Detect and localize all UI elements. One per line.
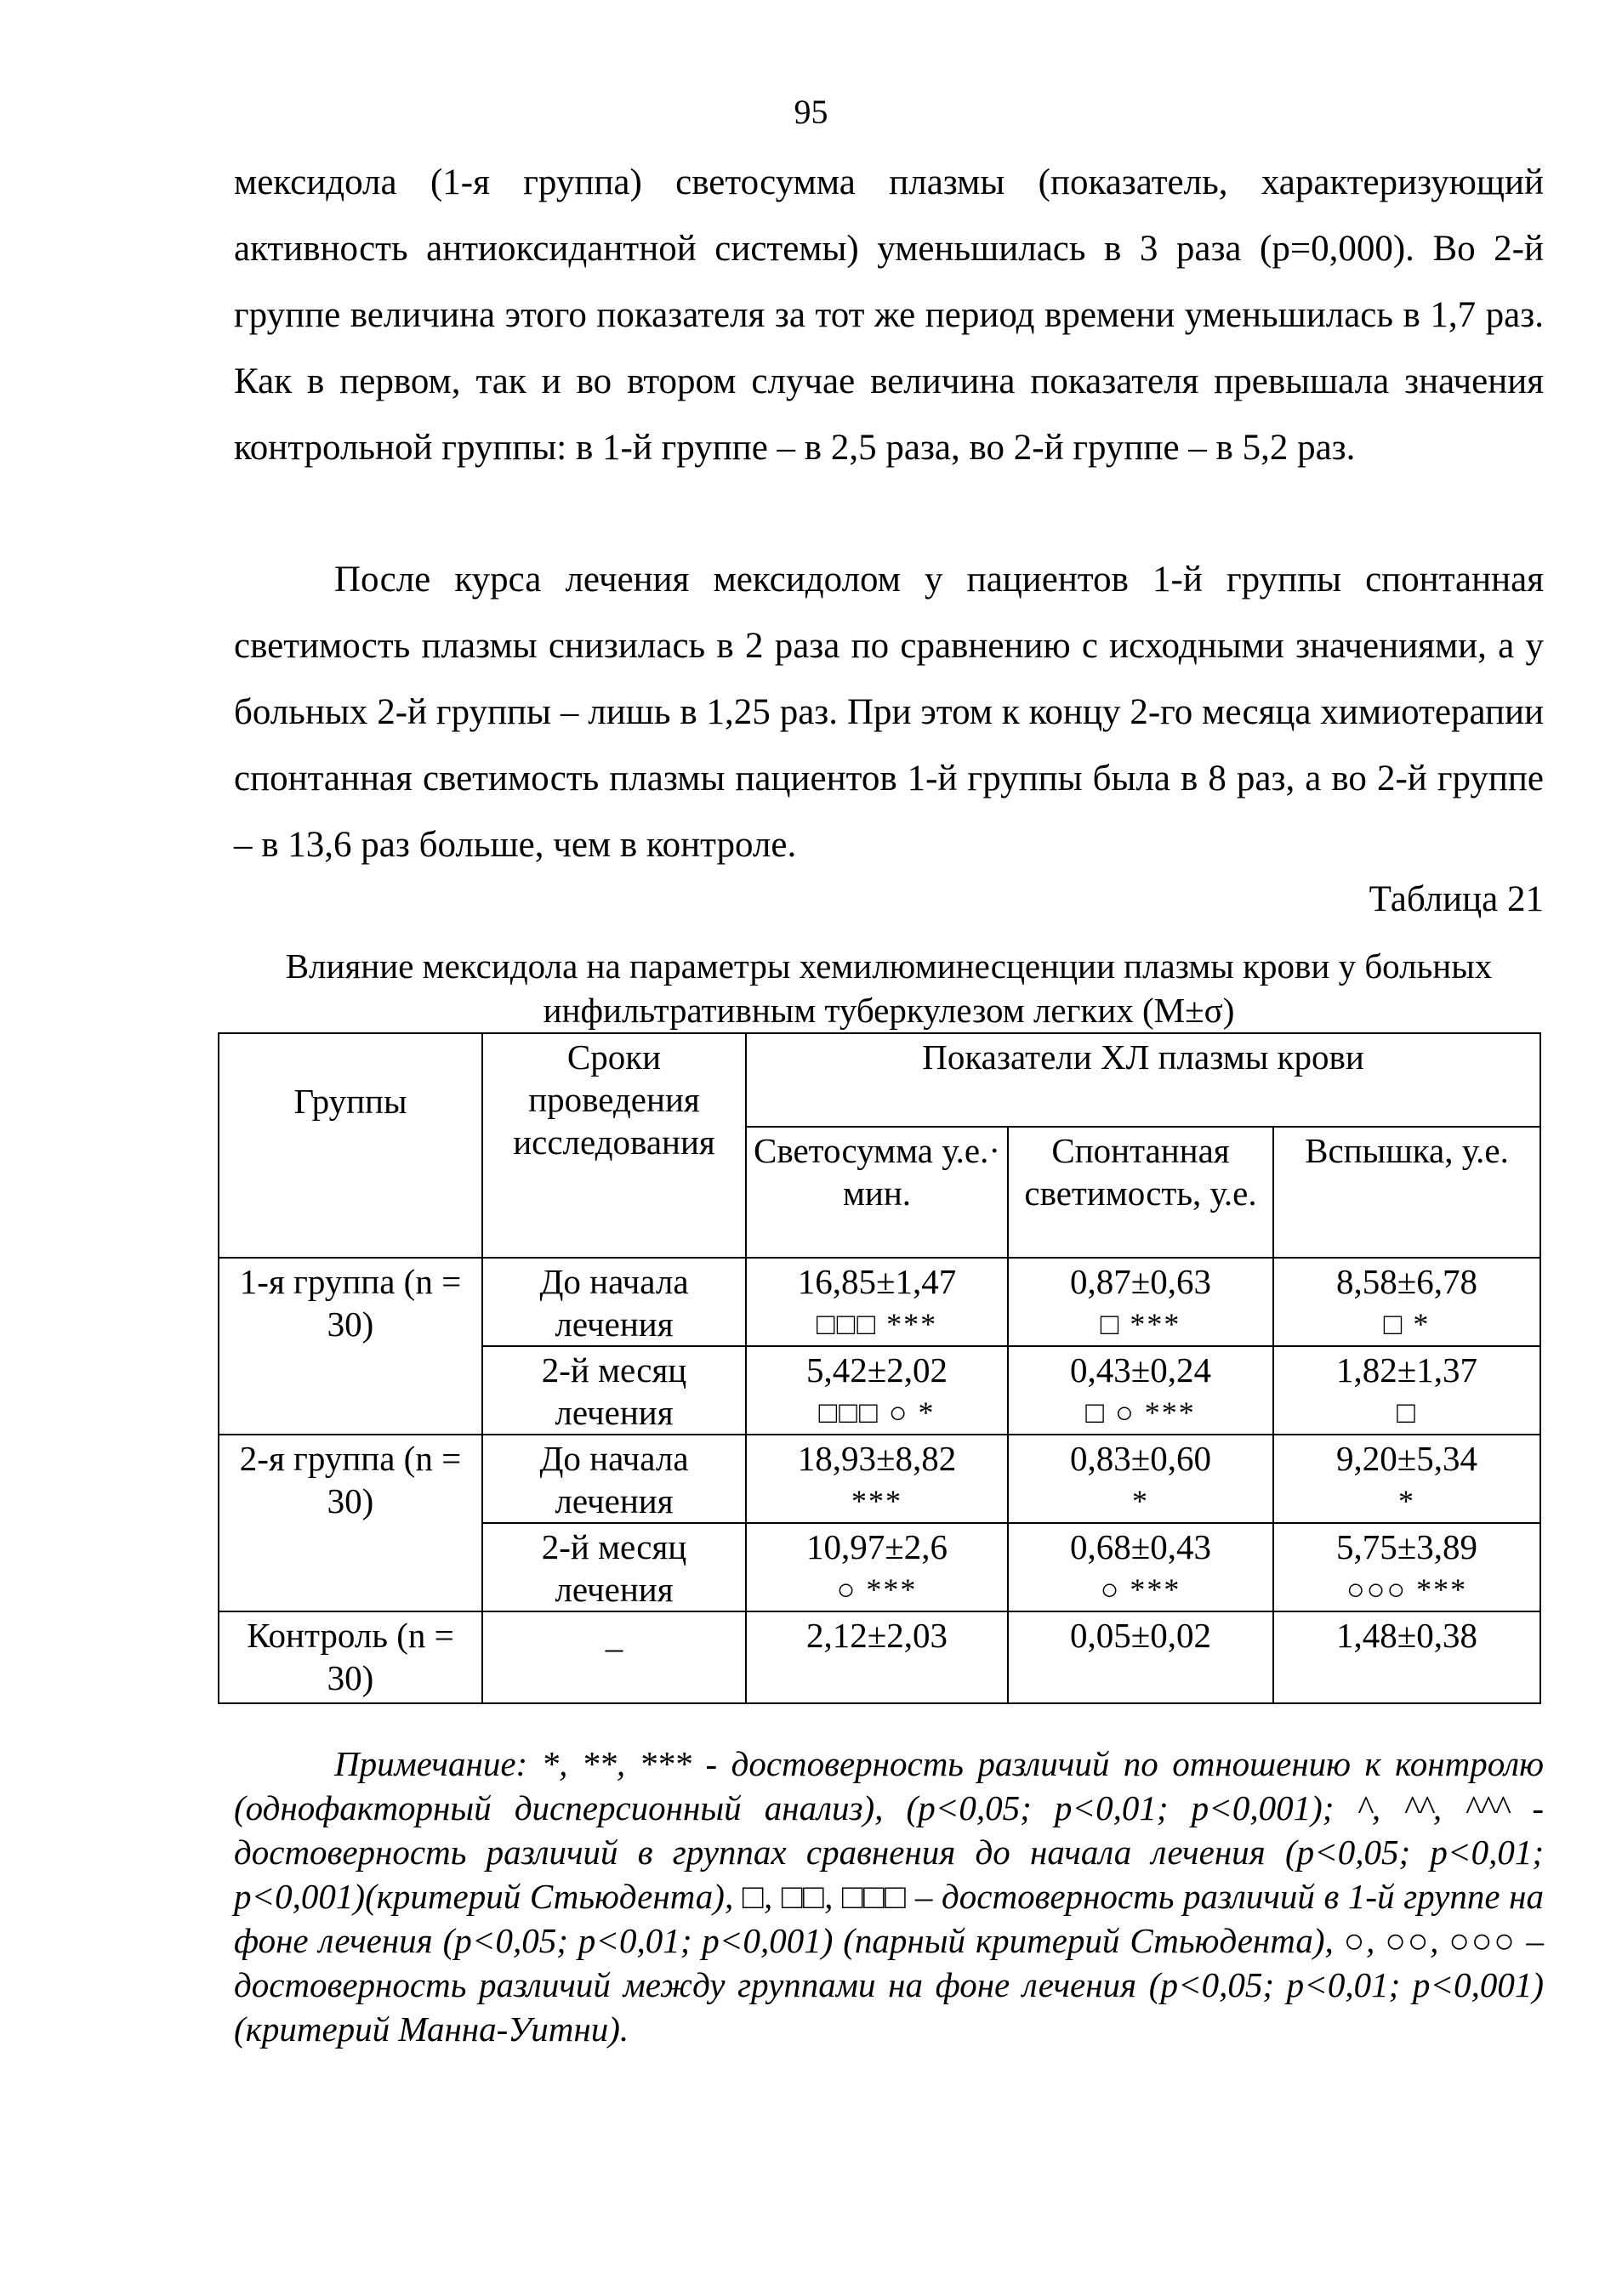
table-title: Влияние мексидола на параметры хемилюминесценции плазмы крови у больных инфильтративным туберкулезом легких (M±σ) xyxy=(285,946,1493,1030)
significance-marks: □□□ ○ * xyxy=(818,1395,936,1429)
flash-cell: 9,20±5,34 * xyxy=(1273,1435,1540,1523)
table-row xyxy=(219,1611,1540,1703)
light-sum-cell: 16,85±1,47 □□□ *** xyxy=(746,1258,1008,1346)
paragraph-2: После курса лечения мексидолом у пациентов 1-й группы спонтанная светимость плазмы снизилась в 2 раза по сравнению с исходными значениями, а у больных 2-й группы – лишь в 1,25 раз. При этом к концу 2-го месяца химиотерапии спонтанная светимость плазмы пациентов 1-й группы была в 8 раз, а во 2-й группе – в 13,6 раз больше, чем в контроле. xyxy=(234,560,1544,865)
group-1-label: 1-я группа (n = 30) xyxy=(219,1258,482,1435)
header-light-sum: Светосумма у.е.· мин. xyxy=(746,1127,1008,1258)
table-note: Примечание: *, **, *** - достоверность различий по отношению к контролю (однофакторный дисперсионный анализ), (p<0,05; p<0,01; p<0,001); ^, ^^, ^^^ - достоверность различий в группах сравнения до начала лечения (p<0,05; p<0,01; p<0,001)(критерий Стьюдента), □, □□, □□□ – достоверность различий в 1-й группе на фоне лечения (p<0,05; p<0,01; p<0,001) (парный критерий Стьюдента), ○, ○○, ○○○ – достоверность различий между группами на фоне лечения (p<0,05; p<0,01; p<0,001) (критерий Манна-Уитни). xyxy=(234,1744,1544,2049)
significance-marks: * xyxy=(1132,1484,1149,1518)
group-2-label: 2-я группа (n = 30) xyxy=(219,1435,482,1611)
significance-marks: □ * xyxy=(1383,1307,1431,1341)
spontaneous-cell: 0,68±0,43 ○ *** xyxy=(1008,1523,1273,1611)
header-indicators: Показатели ХЛ плазмы крови xyxy=(746,1033,1540,1127)
flash-cell: 5,75±3,89 ○○○ *** xyxy=(1273,1523,1540,1611)
header-timing: Сроки проведения исследования xyxy=(482,1033,746,1258)
control-group-label: Контроль (n = 30) xyxy=(219,1611,482,1703)
significance-marks: □ xyxy=(1397,1395,1417,1429)
header-flash: Вспышка, у.е. xyxy=(1273,1127,1540,1258)
period-dash: – xyxy=(482,1611,746,1703)
light-sum-cell: 10,97±2,6 ○ *** xyxy=(746,1523,1008,1611)
page-number: 95 xyxy=(794,93,828,131)
flash-cell: 1,82±1,37 □ xyxy=(1273,1346,1540,1435)
period-label: 2-й месяц лечения xyxy=(482,1346,746,1435)
spontaneous-cell: 0,05±0,02 xyxy=(1008,1611,1273,1703)
light-sum-cell: 5,42±2,02 □□□ ○ * xyxy=(746,1346,1008,1435)
flash-cell: 1,48±0,38 xyxy=(1273,1611,1540,1703)
table-number-label: Таблица 21 xyxy=(1369,879,1544,919)
paragraph-1: мексидола (1-я группа) светосумма плазмы (показатель, характеризующий активность антиоксидантной системы) уменьшилась в 3 раза (р=0,000). Во 2-й группе величина этого показателя за тот же период времени уменьшилась в 1,7 раз. Как в первом, так и во втором случае величина показателя превышала значения контрольной группы: в 1-й группе – в 2,5 раза, во 2-й группе – в 5,2 раз. xyxy=(234,162,1544,468)
significance-marks: □ ○ *** xyxy=(1085,1395,1196,1429)
significance-marks: ○ *** xyxy=(836,1572,918,1606)
flash-cell: 8,58±6,78 □ * xyxy=(1273,1258,1540,1346)
spontaneous-cell: 0,87±0,63 □ *** xyxy=(1008,1258,1273,1346)
period-label: До начала лечения xyxy=(482,1258,746,1346)
table-row xyxy=(219,1258,1540,1346)
significance-marks: * xyxy=(1398,1484,1415,1518)
significance-marks: *** xyxy=(851,1484,902,1518)
header-spontaneous: Спонтанная светимость, у.е. xyxy=(1008,1127,1273,1258)
results-table xyxy=(218,1032,1541,1704)
spontaneous-cell: 0,43±0,24 □ ○ *** xyxy=(1008,1346,1273,1435)
significance-marks: ○ *** xyxy=(1100,1572,1181,1606)
significance-marks: □□□ *** xyxy=(816,1307,938,1341)
header-groups: Группы xyxy=(219,1033,482,1258)
spontaneous-cell: 0,83±0,60 * xyxy=(1008,1435,1273,1523)
light-sum-cell: 18,93±8,82 *** xyxy=(746,1435,1008,1523)
period-label: 2-й месяц лечения xyxy=(482,1523,746,1611)
table-row xyxy=(219,1435,1540,1523)
significance-marks: ○○○ *** xyxy=(1346,1572,1468,1606)
light-sum-cell: 2,12±2,03 xyxy=(746,1611,1008,1703)
period-label: До начала лечения xyxy=(482,1435,746,1523)
significance-marks: □ *** xyxy=(1100,1307,1181,1341)
table-header-row xyxy=(219,1033,1540,1127)
